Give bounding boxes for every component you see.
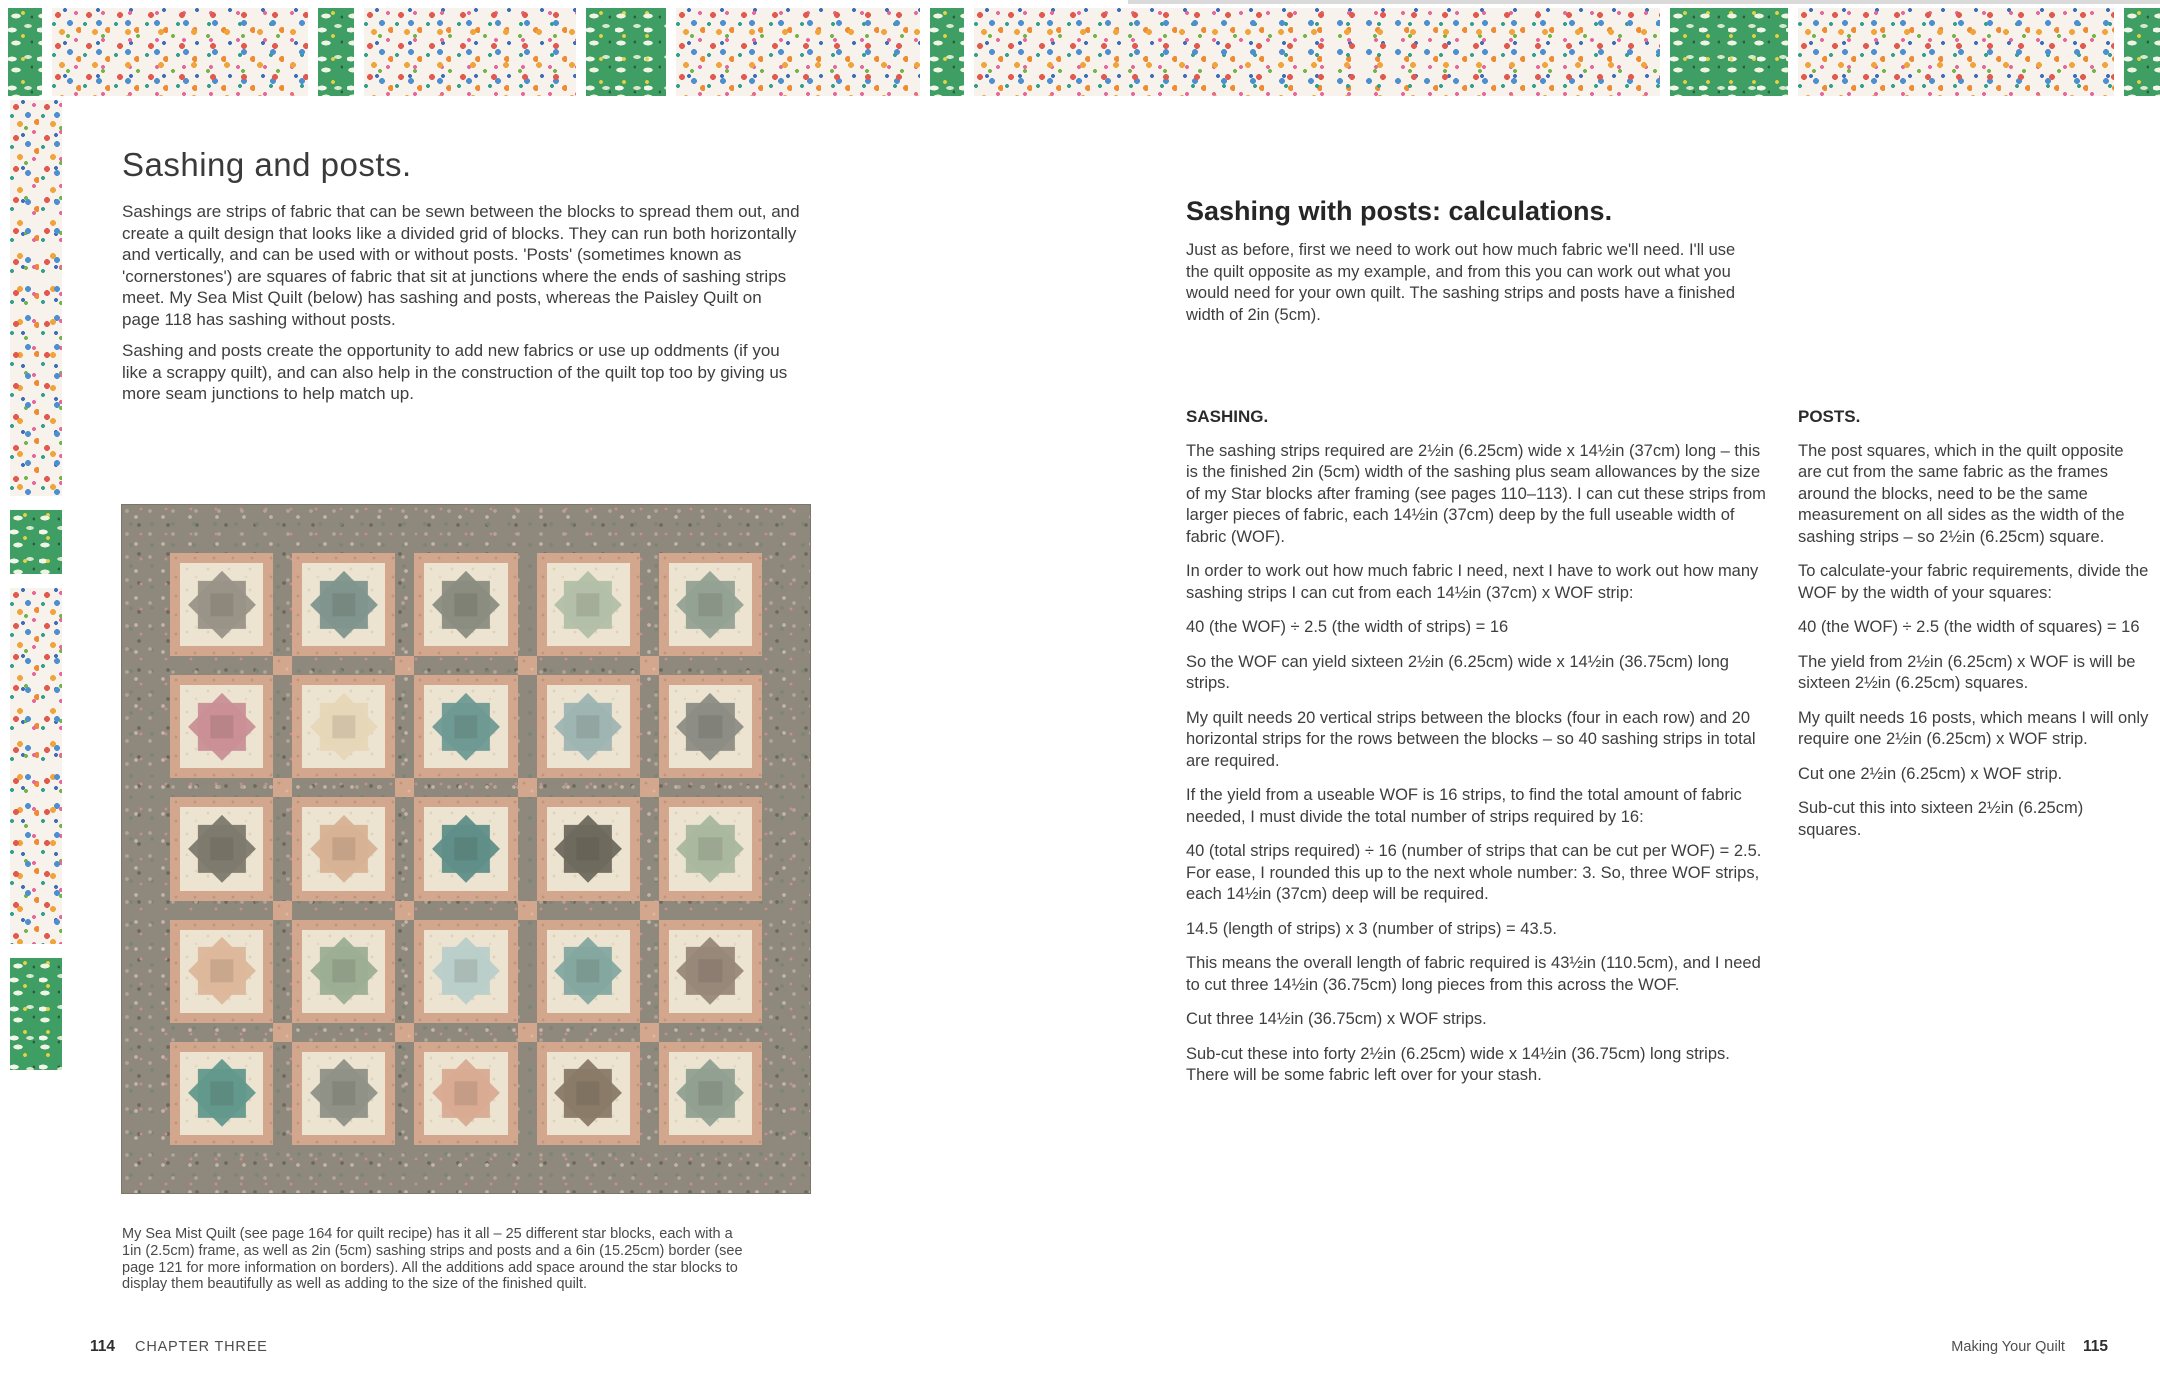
intro-paragraph-1: Sashings are strips of fabric that can be sewn between the blocks to spread them out, and create a quilt design that looks like a divided grid of blocks. They can run both horizontally and vertically, and can be used with or without posts. 'Posts' (sometimes known as 'cornerstones') are squares of fabric that sit at junctions where the ends of sashing strips meet. My Sea Mist Quilt (below) has sashing and posts, whereas the Paisley Quilt on page 118 has sashing without posts.: [122, 202, 800, 329]
chapter-label: CHAPTER THREE: [135, 1339, 268, 1355]
quilt-post: [640, 656, 659, 675]
posts-paragraph: Cut one 2½in (6.25cm) x WOF strip.: [1798, 764, 2063, 783]
quilt-star-block: [537, 920, 640, 1023]
quilt-post: [640, 901, 659, 920]
floral-fabric-swatch: [52, 8, 308, 96]
quilt-star-block: [537, 797, 640, 900]
sashing-paragraph: The sashing strips required are 2½in (6.25cm) wide x 14½in (37cm) long – this is the finished 2in (5cm) width of the sashing plus seam allowances by the size of my Star blocks after framing (see pages 110–113). I can cut these strips from larger pieces of fabric, each 14½in (37cm) deep by the full useable width of fabric (WOF).: [1186, 441, 1766, 546]
quilt-star-block: [659, 553, 762, 656]
quilt-star-block: [414, 553, 517, 656]
sashing-paragraph: 40 (total strips required) ÷ 16 (number of strips that can be cut per WOF) = 2.5. For ease, I rounded this up to the next whole number: 3. So, three WOF strips, each 14½in (37cm) deep will be required.: [1186, 842, 1762, 903]
quilt-post: [395, 901, 414, 920]
left-fabric-border: [10, 100, 62, 1070]
page-top-edge: [1128, 0, 2160, 4]
posts-paragraph: My quilt needs 16 posts, which means I will only require one 2½in (6.25cm) x WOF strip.: [1798, 708, 2149, 748]
sashing-column: [1186, 406, 1776, 1100]
quilt-star-block: [414, 920, 517, 1023]
sashing-paragraph: So the WOF can yield sixteen 2½in (6.25cm) wide x 14½in (36.75cm) long strips.: [1186, 652, 1729, 692]
quilt-star-block: [537, 1042, 640, 1145]
calculations-title: Sashing with posts: calculations.: [1186, 196, 1613, 226]
green-fabric-swatch: [10, 958, 62, 1070]
footer-right: [1951, 1338, 2108, 1356]
quilt-post: [640, 778, 659, 797]
floral-fabric-swatch: [10, 100, 62, 496]
posts-column: [1798, 406, 2150, 854]
sashing-paragraph: Sub-cut these into forty 2½in (6.25cm) wide x 14½in (36.75cm) long strips. There will be some fabric left over for your stash.: [1186, 1044, 1730, 1084]
posts-paragraph: Sub-cut this into sixteen 2½in (6.25cm) squares.: [1798, 799, 2084, 839]
quilt-star-block: [659, 1042, 762, 1145]
quilt-star-block: [292, 675, 395, 778]
quilt-post: [518, 778, 537, 797]
sashing-heading: SASHING.: [1186, 407, 1269, 426]
quilt-post: [395, 656, 414, 675]
quilt-star-block: [659, 797, 762, 900]
quilt-star-block: [414, 1042, 517, 1145]
quilt-star-block: [659, 675, 762, 778]
intro-paragraph-2: Sashing and posts create the opportunity to add new fabrics or use up oddments (if you like a scrappy quilt), and can also help in the construction of the quilt top too by giving us more seam junctions to help match up.: [122, 341, 788, 403]
green-fabric-swatch: [8, 8, 42, 96]
footer-left: [90, 1338, 268, 1356]
quilt-post: [273, 1023, 292, 1042]
posts-formula: 40 (the WOF) ÷ 2.5 (the width of squares) = 16: [1798, 618, 2140, 636]
sashing-paragraph: My quilt needs 20 vertical strips between the blocks (four in each row) and 20 horizontal strips for the rows between the blocks – so 40 sashing strips in total are required.: [1186, 708, 1756, 770]
sashing-formula: 14.5 (length of strips) x 3 (number of strips) = 43.5.: [1186, 919, 1557, 938]
quilt-post: [273, 901, 292, 920]
page-title: Sashing and posts.: [122, 146, 412, 183]
quilt-star-block: [414, 675, 517, 778]
quilt-block-grid: [170, 553, 762, 1145]
page-number-left: 114: [90, 1338, 116, 1355]
quilt-star-block: [659, 920, 762, 1023]
quilt-star-block: [292, 797, 395, 900]
quilt-star-block: [292, 920, 395, 1023]
sashing-paragraph: In order to work out how much fabric I need, next I have to work out how many sashing strips I can cut from each 14½in (37cm) x WOF strip:: [1186, 562, 1759, 602]
sashing-formula: 40 (the WOF) ÷ 2.5 (the width of strips) = 16: [1186, 618, 1509, 636]
quilt-post: [395, 778, 414, 797]
green-fabric-swatch: [10, 510, 62, 574]
top-fabric-border: [8, 8, 2160, 96]
green-fabric-swatch: [318, 8, 354, 96]
floral-fabric-swatch: [676, 8, 920, 96]
calculations-intro: Just as before, first we need to work out how much fabric we'll need. I'll use the quilt opposite as my example, and from this you can work out what you would need for your own quilt. The sashing strips and posts have a finished width of 2in (5cm).: [1186, 241, 1736, 324]
quilt-post: [273, 778, 292, 797]
posts-heading: POSTS.: [1798, 407, 1861, 426]
quilt-post: [395, 1023, 414, 1042]
posts-paragraph: The post squares, which in the quilt opposite are cut from the same fabric as the frames around the blocks, need to be the same measurement on all sides as the width of the sashing strips – so 2½in (6.25cm) square.: [1798, 441, 2125, 546]
quilt-blocks-area: [170, 553, 762, 1145]
floral-fabric-swatch: [974, 8, 1660, 96]
quilt-star-block: [292, 553, 395, 656]
quilt-star-block: [537, 675, 640, 778]
quilt-star-block: [170, 675, 273, 778]
green-fabric-swatch: [2124, 8, 2160, 96]
quilt-star-block: [170, 553, 273, 656]
posts-paragraph: The yield from 2½in (6.25cm) x WOF is will be sixteen 2½in (6.25cm) squares.: [1798, 652, 2136, 692]
quilt-post: [518, 1023, 537, 1042]
quilt-post: [640, 1023, 659, 1042]
floral-fabric-swatch: [10, 588, 62, 944]
quilt-star-block: [292, 1042, 395, 1145]
floral-fabric-swatch: [364, 8, 576, 96]
sea-mist-quilt-photo: [122, 505, 810, 1193]
green-fabric-swatch: [586, 8, 666, 96]
quilt-post: [273, 656, 292, 675]
floral-fabric-swatch: [1798, 8, 2114, 96]
quilt-star-block: [170, 1042, 273, 1145]
posts-paragraph: To calculate-your fabric requirements, divide the WOF by the width of your squares:: [1798, 562, 2149, 602]
quilt-post: [518, 656, 537, 675]
green-fabric-swatch: [930, 8, 964, 96]
quilt-star-block: [537, 553, 640, 656]
sashing-paragraph: Cut three 14½in (36.75cm) x WOF strips.: [1186, 1010, 1487, 1028]
quilt-star-block: [170, 797, 273, 900]
green-fabric-swatch: [1670, 8, 1788, 96]
quilt-star-block: [414, 797, 517, 900]
page-number-right: 115: [2082, 1338, 2108, 1355]
sashing-paragraph: If the yield from a useable WOF is 16 strips, to find the total amount of fabric needed, I must divide the total number of strips required by 16:: [1186, 786, 1742, 826]
quilt-post: [518, 901, 537, 920]
photo-caption: My Sea Mist Quilt (see page 164 for quilt recipe) has it all – 25 different star blocks, each with a 1in (2.5cm) frame, as well as 2in (5cm) sashing strips and posts and a 6in (15.25cm) border (see page 121 for more information on borders). All the additions add space around the star blocks to display them beautifully as well as adding to the size of the finished quilt.: [122, 1226, 743, 1293]
sashing-paragraph: This means the overall length of fabric required is 43½in (110.5cm), and I need to cut three 14½in (36.75cm) long pieces from this across the WOF.: [1186, 954, 1761, 994]
section-label: Making Your Quilt: [1951, 1339, 2065, 1355]
quilt-star-block: [170, 920, 273, 1023]
